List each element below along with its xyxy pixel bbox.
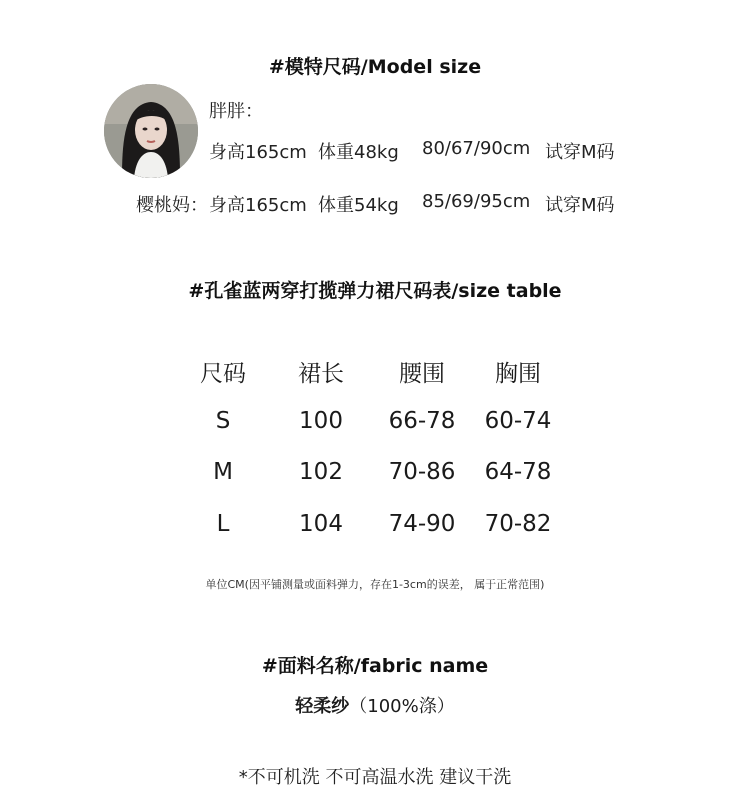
model-avatar — [104, 84, 198, 178]
care-instructions: *不可机洗 不可高温水洗 建议干洗 — [238, 767, 512, 788]
table-row — [0, 408, 750, 448]
cell-length: 102 — [299, 459, 343, 485]
cell-length: 100 — [299, 408, 343, 434]
fabric-name: 轻柔纱 — [295, 696, 350, 717]
column-header-bust: 胸围 — [495, 361, 541, 387]
measurement-note: 单位CM(因平铺测量或面料弹力，存在1-3cm的误差， 属于正常范围) — [205, 578, 545, 591]
model1-weight: 体重48kg — [318, 142, 399, 163]
model2-weight: 体重54kg — [318, 195, 399, 216]
column-header-length: 裙长 — [298, 361, 344, 387]
model2-measurements: 85/69/95cm — [422, 191, 531, 212]
model2-name: 樱桃妈： — [136, 195, 208, 216]
table-row — [0, 511, 750, 551]
fabric-heading: #面料名称/fabric name — [261, 655, 489, 677]
cell-length: 104 — [299, 511, 343, 537]
size-table-header-row — [0, 355, 750, 395]
cell-waist: 66-78 — [388, 408, 456, 434]
cell-size: L — [216, 511, 230, 537]
model-photo-icon — [104, 84, 198, 178]
model1-measurements: 80/67/90cm — [422, 138, 531, 159]
model2-info-row — [0, 191, 750, 215]
cell-bust: 64-78 — [484, 459, 552, 485]
cell-size: S — [215, 408, 231, 434]
column-header-waist: 腰围 — [399, 361, 445, 387]
model2-tried-size: 试穿M码 — [545, 195, 615, 216]
cell-bust: 70-82 — [484, 511, 552, 537]
size-table-heading: #孔雀蓝两穿打揽弹力裙尺码表/size table — [188, 280, 562, 302]
cell-size: M — [213, 459, 233, 485]
cell-waist: 74-90 — [388, 511, 456, 537]
fabric-composition: （100%涤） — [349, 696, 455, 717]
table-row — [0, 459, 750, 499]
model-size-heading: #模特尺码/Model size — [268, 56, 482, 78]
model1-height: 身高165cm — [209, 142, 307, 163]
model1-name: 胖胖： — [209, 101, 263, 122]
model1-info-row — [0, 138, 750, 162]
fabric-line — [0, 692, 750, 718]
column-header-size: 尺码 — [200, 361, 246, 387]
model2-height: 身高165cm — [209, 195, 307, 216]
model1-tried-size: 试穿M码 — [545, 142, 615, 163]
cell-bust: 60-74 — [484, 408, 552, 434]
cell-waist: 70-86 — [388, 459, 456, 485]
